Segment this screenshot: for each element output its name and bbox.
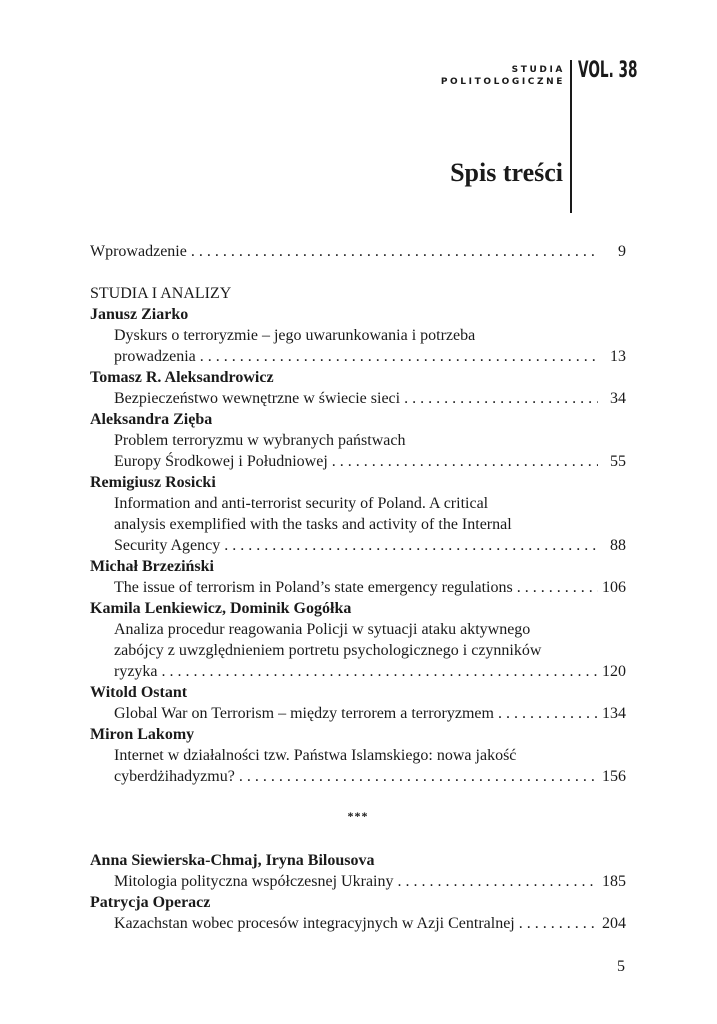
toc-entry <box>90 577 626 598</box>
entry-page: 204 <box>602 915 626 932</box>
entry-title: Global War on Terrorism – między terrorem a terroryzmem <box>114 705 494 722</box>
entry-title: ryzyka <box>114 663 158 680</box>
page-number: 5 <box>617 958 625 975</box>
entry-page: 34 <box>610 390 626 407</box>
volume-label: VOL. 38 <box>578 58 638 83</box>
toc-entry <box>90 451 626 472</box>
entries-list <box>90 304 626 787</box>
toc-entry <box>90 661 626 682</box>
entry-author: Janusz Ziarko <box>90 306 189 323</box>
entry-title-line: Dyskurs o terroryzmie – jego uwarunkowania i potrzeba <box>114 327 476 344</box>
dot-leader <box>224 535 598 556</box>
entry-title: Mitologia polityczna współczesnej Ukrainy <box>114 873 394 890</box>
entries-list-2 <box>90 850 626 934</box>
entry-title: prowadzenia <box>114 348 196 365</box>
dot-leader <box>404 388 598 409</box>
dot-leader <box>397 871 598 892</box>
entry-title-line: Analiza procedur reagowania Policji w sytuacji ataku aktywnego <box>114 621 531 638</box>
toc-entry <box>90 388 626 409</box>
entry-page: 156 <box>602 768 626 785</box>
entry-page: 9 <box>618 243 626 260</box>
entry-author: Michał Brzeziński <box>90 558 214 575</box>
toc-entry <box>90 703 626 724</box>
entry-title: The issue of terrorism in Poland’s state emergency regulations <box>114 579 513 596</box>
entry-author: Kamila Lenkiewicz, Dominik Gogółka <box>90 600 352 617</box>
dot-leader <box>162 661 598 682</box>
toc-entry <box>90 346 626 367</box>
entry-page: 13 <box>610 348 626 365</box>
dot-leader <box>200 346 598 367</box>
journal-name-line-2: POLITOLOGICZNE <box>440 77 565 87</box>
entry-title-line: Internet w działalności tzw. Państwa Islamskiego: nowa jakość <box>114 747 517 764</box>
entry-author: Patrycja Operacz <box>90 894 211 911</box>
dot-leader <box>519 913 598 934</box>
entry-title: Europy Środkowej i Południowej <box>114 453 328 470</box>
header-vertical-rule <box>570 60 572 213</box>
entry-title-line: Information and anti-terrorist security of Poland. A critical <box>114 495 489 512</box>
entry-author: Aleksandra Zięba <box>90 411 213 428</box>
dot-leader <box>332 451 598 472</box>
journal-name-line-1: STUDIA <box>511 65 565 75</box>
entry-page: 106 <box>602 579 626 596</box>
toc-entry <box>90 766 626 787</box>
toc-entry-intro <box>90 241 626 262</box>
entry-title-line: analysis exemplified with the tasks and activity of the Internal <box>114 516 512 533</box>
dot-leader <box>498 703 598 724</box>
entry-page: 134 <box>602 705 626 722</box>
entry-title: Kazachstan wobec procesów integracyjnych w Azji Centralnej <box>114 915 515 932</box>
entry-title: cyberdżihadyzmu? <box>114 768 235 785</box>
table-of-contents <box>90 241 626 934</box>
section-separator: *** <box>347 809 369 823</box>
journal-name <box>441 64 565 88</box>
dot-leader <box>239 766 598 787</box>
entry-page: 120 <box>602 663 626 680</box>
entry-author: Anna Siewierska-Chmaj, Iryna Bilousova <box>90 852 375 869</box>
entry-title-line: zabójcy z uwzględnieniem portretu psychologicznego i czynników <box>114 642 542 659</box>
entry-title: Security Agency <box>114 537 221 554</box>
entry-page: 185 <box>602 873 626 890</box>
dot-leader <box>191 241 598 262</box>
entry-title: Bezpieczeństwo wewnętrzne w świecie sieci <box>114 390 401 407</box>
entry-author: Tomasz R. Aleksandrowicz <box>90 369 274 386</box>
entry-title: Wprowadzenie <box>90 243 187 260</box>
entry-page: 88 <box>610 537 626 554</box>
entry-author: Witold Ostant <box>90 684 188 701</box>
toc-entry <box>90 535 626 556</box>
entry-title-line: Problem terroryzmu w wybranych państwach <box>114 432 406 449</box>
entry-author: Remigiusz Rosicki <box>90 474 216 491</box>
entry-author: Miron Lakomy <box>90 726 195 743</box>
toc-entry <box>90 871 626 892</box>
entry-page: 55 <box>610 453 626 470</box>
toc-entry <box>90 913 626 934</box>
dot-leader <box>517 577 598 598</box>
page-title: Spis treści <box>450 158 563 187</box>
section-heading: STUDIA I ANALIZY <box>90 285 232 302</box>
